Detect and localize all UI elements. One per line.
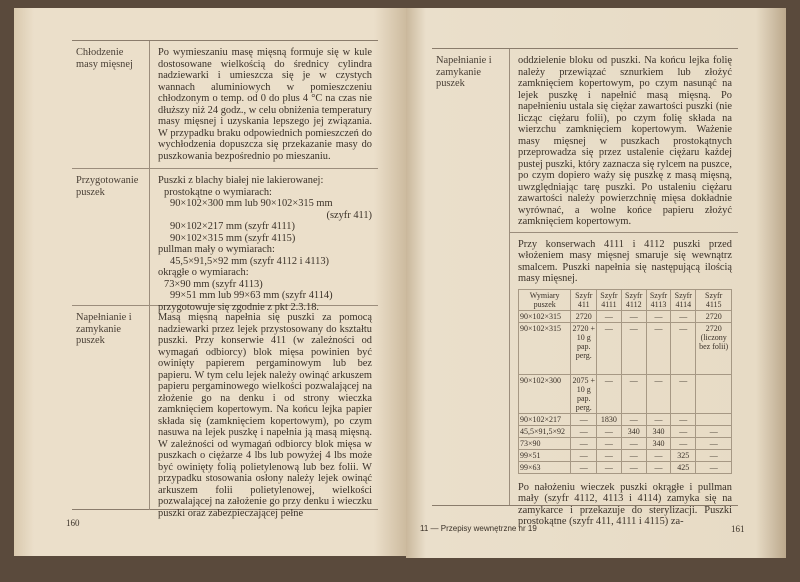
right-table [432, 48, 738, 527]
table-row [519, 425, 732, 437]
table-cell: — [671, 425, 696, 437]
left-page [14, 8, 406, 556]
table-cell: — [621, 437, 646, 449]
table-cell: — [597, 374, 621, 413]
table-cell: — [597, 461, 621, 473]
row-text: Po wymieszaniu masę mięsną formuje się w kule dostosowane wielkością do średnicy cylindra nadziewarki i umieszcza się je w czystych wannach aluminiowych w pomieszczeniu chłodzonym o temp. od 0 do plus 4 °C na czas nie dłuższy niż 24 godz., w celu obniżenia temperatury masy mięsnej i uzyskania lepszego jej związania. W przypadku braku odpowiednich pomieszczeń do wychłodzenia dopuszcza się przekazanie masy do puszkowania bezpośrednio po mieszaniu. [158, 47, 372, 162]
left-table [72, 40, 378, 519]
table-cell: 90×102×315 [519, 322, 571, 374]
line: 73×90 mm (szyfr 4113) [164, 278, 263, 290]
paragraph: oddzielenie bloku od puszki. Na końcu lejka folię należy przewiązać sznurkiem lub złożyć zamknięciem kopertowym, po czym nasunąć na lejek puszkę i napełnić masą mięsną. Po napełnieniu ustala się ciężar zawartości puszki (nie licząc ciężaru folii), po czym folię składa na wierzchu zamknięciem kopertowym. Ważenie masy mięsnej w puszkach prostokątnych przeprowadza się przez ustalenie ciężaru każdej pustej puszki, który zaznacza się rylcem na puszce, po czym dopiero waży się puszkę z masą mięsną, uwzględniając tarę puszki. Po ustaleniu ciężaru zawartości należy powierzchnię mięsa dokładnie wyrównać, a wolne końce papieru złożyć zamknięciem kopertowym. [510, 49, 738, 233]
column-header: Szyfr 411 [571, 289, 597, 310]
page-number: 160 [66, 518, 80, 528]
column-header: Szyfr 4111 [597, 289, 621, 310]
table-cell: 340 [646, 425, 670, 437]
table-cell: 90×102×300 [519, 374, 571, 413]
table-cell: 2075 + 10 g pap. perg. [572, 375, 596, 412]
column-header: Szyfr 4115 [696, 289, 732, 310]
page-number: 161 [731, 524, 745, 534]
table-cell: 2720 [571, 310, 597, 322]
table-cell: — [671, 322, 696, 374]
table-cell: — [571, 425, 597, 437]
table-cell: 2720 + 10 g pap. perg. [571, 322, 597, 374]
table-cell: 2720 [696, 310, 732, 322]
table-row [519, 322, 732, 374]
table-cell: 90×102×315 [519, 310, 571, 322]
table-row [519, 461, 732, 473]
table-row [519, 449, 732, 461]
fill-weight-table [518, 289, 732, 474]
table-cell: 73×90 [519, 437, 571, 449]
table-cell: — [597, 437, 621, 449]
table-cell: — [671, 437, 696, 449]
table-row [519, 310, 732, 322]
table-cell: 99×63 [519, 461, 571, 473]
table-row [72, 41, 378, 168]
table-cell: — [571, 413, 597, 425]
table-row [519, 413, 732, 425]
table-cell: — [621, 449, 646, 461]
table-cell: — [671, 374, 696, 413]
table-cell [696, 374, 732, 413]
footer-note: 11 — Przepisy wewnętrzne nr 19 [420, 524, 537, 533]
table-cell: — [597, 449, 621, 461]
column-header: Szyfr 4113 [646, 289, 670, 310]
table-cell: — [671, 310, 696, 322]
table-row [72, 305, 378, 519]
row-label: Chłodzenie masy mięsnej [72, 41, 150, 168]
line: 45,5×91,5×92 mm (szyfr 4112 i 4113) [170, 255, 329, 267]
table-row [519, 437, 732, 449]
right-page [406, 8, 786, 558]
table-cell: 340 [621, 425, 646, 437]
paragraph [510, 233, 738, 480]
table-cell: — [646, 413, 670, 425]
line: 90×102×315 mm (szyfr 4115) [170, 232, 296, 244]
row-label: Napełnianie i zamykanie puszek [72, 306, 150, 510]
table-cell: — [646, 449, 670, 461]
row-content [510, 49, 738, 527]
table-cell: 340 [646, 437, 670, 449]
table-row [432, 49, 738, 527]
table-cell: 90×102×217 [519, 413, 571, 425]
line: pullman mały o wymiarach: [158, 244, 275, 255]
table-cell: — [646, 461, 670, 473]
table-cell: — [621, 310, 646, 322]
table-cell: — [696, 461, 732, 473]
line: przygotowuje się zgodnie z pkt 2.3.18. [158, 301, 320, 313]
column-header: Szyfr 4112 [621, 289, 646, 310]
table-cell: 45,5×91,5×92 [519, 425, 571, 437]
table-cell: 425 [671, 461, 696, 473]
row-text: Masą mięsną napełnia się puszki za pomocą nadziewarki przez lejek przystosowany do kształtu puszki. Przy konserwie 411 (w zależności od wymagań odbiorcy) blok mięsa powinien być owinięty papierem pergaminowym lub bez papieru. W tym celu lejek należy owinąć arkuszem papieru pergaminowego wielkości pozwalającej na złożenie go na denku i od strony wieczka zamknięciem kopertowym. Na końcu lejka papier składa się (zamknięciem kopertowym), po czym nasuwa na lejek puszkę i napełnia ją masą mięsną. W zależności od wymagań odbiorcy blok mięsa w puszkach o ciężarze 4 lbs lub powyżej 4 lbs może być owinięty folią polietylenową lub bez folii. W przypadku stosowania osłony należy lejek owinąć arkuszem folii polietylenowej, wielkości pozwalającej na założenie go przy denku i wieczku puszki oraz zabezpieczającej pełne [158, 312, 372, 519]
column-header: Wymiary puszek [519, 289, 571, 310]
line: 90×102×217 mm (szyfr 4111) [170, 221, 295, 232]
table-cell: — [696, 449, 732, 461]
table-cell: — [621, 322, 646, 374]
table-cell: 2720 (liczony bez folii) [696, 322, 732, 374]
table-cell: — [597, 425, 621, 437]
table-cell: — [671, 413, 696, 425]
line: 99×51 mm lub 99×63 mm (szyfr 4114) [170, 290, 333, 301]
line: okrągłe o wymiarach: [158, 267, 249, 278]
row-label: Przygotowanie puszek [72, 169, 150, 305]
row-label: Napełnianie i zamykanie puszek [432, 49, 510, 505]
line: Puszki z blachy białej nie lakierowanej: [158, 175, 324, 186]
table-cell: — [646, 374, 670, 413]
table-row [72, 168, 378, 313]
line: (szyfr 411) [326, 209, 372, 221]
table-cell: 325 [671, 449, 696, 461]
row-text [150, 169, 378, 313]
table-cell: — [646, 322, 670, 374]
line: 90×102×300 mm lub 90×102×315 mm [170, 198, 333, 209]
table-cell: 99×51 [519, 449, 571, 461]
column-header: Szyfr 4114 [671, 289, 696, 310]
table-cell: — [621, 413, 646, 425]
table-cell: — [571, 449, 597, 461]
table-cell [696, 413, 732, 425]
table-cell: — [597, 322, 621, 374]
table-cell: — [696, 425, 732, 437]
table-cell: — [646, 310, 670, 322]
paragraph: Po nałożeniu wieczek puszki okrągłe i pullman mały (szyfr 4112, 4113 i 4114) zamyka się na zamykarce i przekazuje do sterylizacji. Puszki prostokątne (szyfr 411, 4111 i 4115) za- [518, 481, 732, 527]
line: prostokątne o wymiarach: [164, 186, 272, 198]
table-cell: — [621, 374, 646, 413]
paragraph-text: Przy konserwach 4111 i 4112 puszki przed włożeniem masy mięsnej smaruje się wewnątrz smalcem. Puszki napełnia się następującą ilością masy mięsnej. [518, 238, 732, 284]
table-cell: — [621, 461, 646, 473]
table-cell: — [571, 461, 597, 473]
table-cell: — [571, 437, 597, 449]
table-cell: — [696, 437, 732, 449]
table-cell: 1830 [597, 413, 621, 425]
table-row [519, 374, 732, 413]
table-cell: — [597, 310, 621, 322]
